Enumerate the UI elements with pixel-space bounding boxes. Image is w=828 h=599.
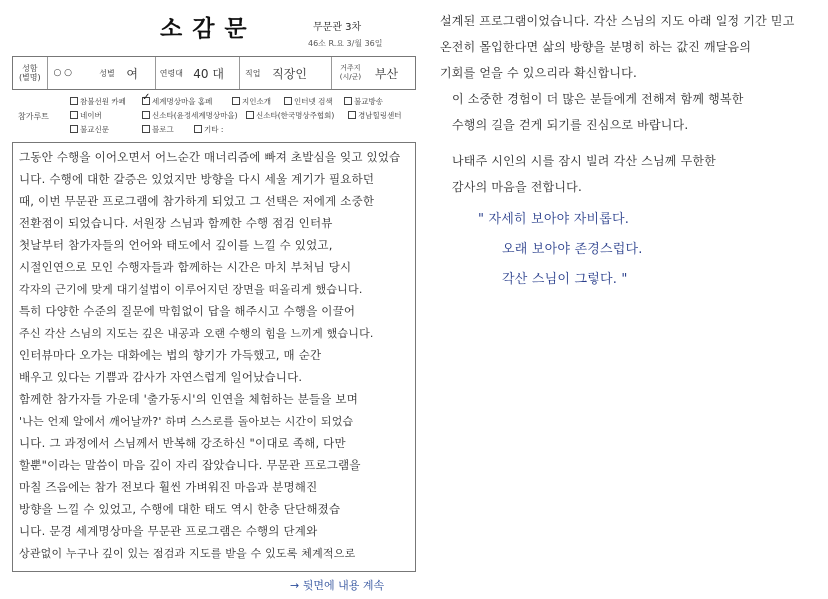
body-line: 배우고 있다는 기쁨과 감사가 자연스럽게 일어났습니다. xyxy=(19,370,303,384)
route-option[interactable]: 경남힐링센터 xyxy=(348,110,401,121)
route-option[interactable]: 참불선원 카페 xyxy=(70,96,126,107)
route-option[interactable]: 불교방송 xyxy=(344,96,383,107)
residence-label: 거주지(시/군) xyxy=(339,64,362,81)
body-line: 마칠 즈음에는 참가 전보다 훨씬 가벼워진 마음과 분명해진 xyxy=(19,480,318,494)
poem-line: 오래 보아야 존경스럽다. xyxy=(502,242,643,257)
name-value: ○ ○ xyxy=(53,68,73,78)
body-line: 온전히 몰입한다면 삶의 방향을 분명히 하는 값진 깨달음의 xyxy=(440,40,752,54)
body-line: 그동안 수행을 이어오면서 어느순간 매너리즘에 빠져 초발심을 잊고 있었습 xyxy=(19,150,401,164)
form-left-page xyxy=(10,6,418,594)
checkbox[interactable] xyxy=(284,97,292,105)
route-option[interactable]: 블로그 xyxy=(142,124,174,135)
job-value: 직장인 xyxy=(272,66,307,81)
poem-line: 각산 스님이 그렇다. " xyxy=(502,272,628,287)
checkbox[interactable] xyxy=(348,111,356,119)
body-line: 함께한 참가자들 가운데 '출가동시'의 인연을 체험하는 분들을 보며 xyxy=(19,392,359,406)
checkbox[interactable] xyxy=(142,125,150,133)
body-line: 설계된 프로그램이었습니다. 각산 스님의 지도 아래 일정 기간 믿고 xyxy=(440,14,795,28)
body-line: 니다. 문경 세계명상마을 무문관 프로그램은 수행의 단계와 xyxy=(19,524,318,538)
checkbox[interactable] xyxy=(70,111,78,119)
body-line: '나는 언제 알에서 깨어날까?' 하며 스스로를 돌아보는 시간이 되었습 xyxy=(19,415,354,428)
name-label: 성함(별명) xyxy=(18,64,41,82)
route-option-checked[interactable]: ✓ 세계명상마을 홈페 xyxy=(142,96,212,107)
body-line: 주신 각산 스님의 지도는 깊은 내공과 오랜 수행의 힘을 느끼게 했습니다. xyxy=(19,327,374,340)
route-option[interactable]: 네이버 xyxy=(70,110,102,121)
body-line: 나태주 시인의 시를 잠시 빌려 각산 스님께 무한한 xyxy=(452,154,716,168)
body-line: 이 소중한 경험이 더 많은 분들에게 전해져 함께 행복한 xyxy=(452,92,744,106)
body-line: 특히 다양한 수준의 질문에 막힘없이 답을 해주시고 수행을 이끌어 xyxy=(19,304,356,318)
body-line: 수행의 길을 걷게 되기를 진심으로 바랍니다. xyxy=(452,118,689,132)
continue-note: → 뒷면에 내용 계속 xyxy=(290,579,385,592)
checkbox[interactable] xyxy=(232,97,240,105)
form-right-page xyxy=(438,6,822,594)
poem-line: " 자세히 보아야 자비롭다. xyxy=(478,212,630,227)
route-option[interactable]: 신소타(윤정세계명상마을) xyxy=(142,110,238,121)
residence-value: 부산 xyxy=(374,66,399,81)
body-line: 시절인연으로 모인 수행자들과 함께하는 시간은 마치 부처님 당시 xyxy=(19,260,352,274)
body-line: 상관없이 누구나 깊이 있는 점검과 지도를 받을 수 있도록 체계적으로 xyxy=(19,547,356,560)
body-line: 첫날부터 참가자들의 언어와 태도에서 깊이를 느낄 수 있었고, xyxy=(19,238,333,252)
testimonial-body xyxy=(12,142,416,572)
route-option[interactable]: 신소타(한국명상주협회) xyxy=(246,110,334,121)
body-line: 전환점이 되었습니다. 서원장 스님과 함께한 수행 점검 인터뷰 xyxy=(19,216,333,230)
form-title: 소감문 xyxy=(160,16,257,42)
gender-value: 여 xyxy=(126,66,138,81)
checkbox[interactable] xyxy=(70,125,78,133)
job-label: 직업 xyxy=(245,68,261,78)
checkbox[interactable] xyxy=(142,111,150,119)
body-line: 방향을 느낄 수 있었고, 수행에 대한 태도 역시 한층 단단해졌습 xyxy=(19,502,341,516)
body-line: 각자의 근기에 맞게 대기설법이 이루어지던 장면을 떠올리게 했습니다. xyxy=(19,283,363,296)
body-line: 할뿐"이라는 말씀이 마음 깊이 자리 잡았습니다. 무문관 프로그램을 xyxy=(19,458,361,472)
checkbox-checked[interactable] xyxy=(142,97,150,105)
body-line: 기회를 얻을 수 있으리라 확신합니다. xyxy=(440,66,637,80)
body-line: 때, 이번 무문관 프로그램에 참가하게 되었고 그 선택은 저에게 소중한 xyxy=(19,194,375,208)
route-label: 참가루트 xyxy=(18,112,49,121)
participation-route xyxy=(12,92,414,134)
route-option[interactable]: 인터넷 검색 xyxy=(284,96,333,107)
body-line: 인터뷰마다 오가는 대화에는 법의 향기가 가득했고, 매 순간 xyxy=(19,348,322,362)
checkbox[interactable] xyxy=(194,125,202,133)
checkbox[interactable] xyxy=(70,97,78,105)
age-label: 연령대 xyxy=(159,68,183,78)
checkbox[interactable] xyxy=(246,111,254,119)
body-line: 감사의 마음을 전합니다. xyxy=(452,180,582,194)
body-line: 니다. 그 과정에서 스님께서 반복해 강조하신 "이대로 족해, 다만 xyxy=(19,436,346,450)
body-line: 니다. 수행에 대한 갈증은 있었지만 방향을 다시 세울 계기가 필요하던 xyxy=(19,172,375,186)
route-option[interactable]: 불교신문 xyxy=(70,124,109,135)
program-round: 무문관 3차 xyxy=(313,22,362,33)
gender-label: 성별 xyxy=(99,68,115,78)
form-date: 46소 R.요 3/월 36일 xyxy=(308,39,383,48)
route-option[interactable]: 기타 : xyxy=(194,124,223,135)
checkbox[interactable] xyxy=(344,97,352,105)
age-value: 40 대 xyxy=(193,66,224,81)
route-option[interactable]: 지인소개 xyxy=(232,96,271,107)
participant-info-row xyxy=(12,56,416,90)
